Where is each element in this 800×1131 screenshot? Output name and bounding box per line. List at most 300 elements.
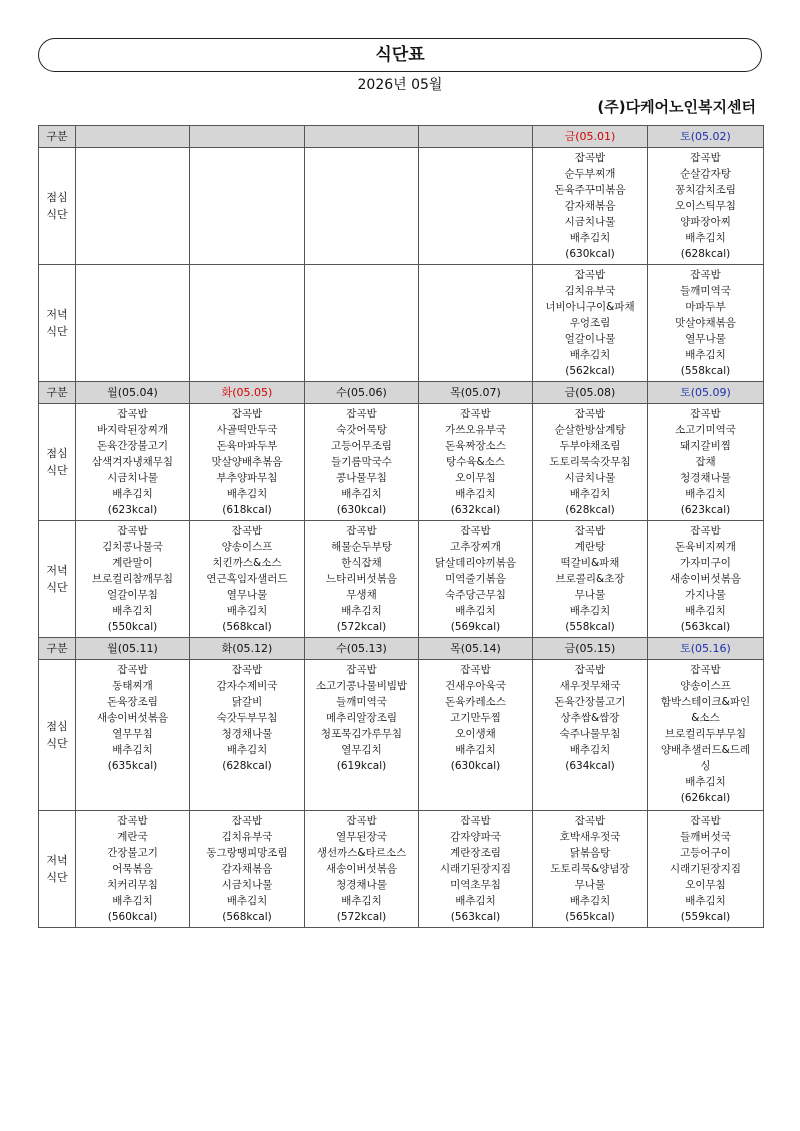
menu-item: 너비아니구이&파채 <box>545 301 635 313</box>
menu-items <box>533 148 647 262</box>
menu-item: 김치유부국 <box>564 285 616 297</box>
menu-item: 브로컬리참깨무침 <box>91 573 174 585</box>
menu-item: 열무나물 <box>685 333 726 345</box>
menu-item: 무나물 <box>574 879 606 891</box>
menu-item: 열무된장국 <box>336 831 387 843</box>
menu-items <box>305 811 418 925</box>
menu-item: 배추김치 <box>569 605 611 617</box>
menu-item: 계란장조림 <box>450 847 501 859</box>
menu-item: 배추김치 <box>569 488 611 500</box>
dinner-row <box>39 521 764 638</box>
menu-item: 브로컬리두부무침 <box>664 728 747 740</box>
menu-item: 건새우아욱국 <box>445 680 506 692</box>
menu-item: 배추김치 <box>569 895 611 907</box>
dinner-menu-cell <box>305 521 419 638</box>
menu-item: (560kcal) <box>107 911 158 923</box>
menu-item: 순두부찌개 <box>564 168 616 180</box>
menu-item: 상추쌈&쌈장 <box>560 712 620 724</box>
menu-item: 배추김치 <box>569 349 611 361</box>
menu-period: 2026년 05월 <box>357 77 443 93</box>
menu-item: (569kcal) <box>450 621 501 633</box>
menu-item: 무생채 <box>346 589 377 601</box>
menu-item: 잡곡밥 <box>231 525 263 537</box>
menu-item: 메추리알장조림 <box>325 712 397 724</box>
day-date-cell: 화(05.05) <box>190 382 305 404</box>
menu-item: (623kcal) <box>680 504 731 516</box>
menu-items <box>533 404 647 518</box>
lunch-label <box>39 660 76 811</box>
menu-item: 청경채나물 <box>221 728 273 740</box>
dinner-menu-cell <box>533 265 648 382</box>
dinner-menu-cell <box>419 265 533 382</box>
lunch-menu-cell <box>190 404 305 521</box>
menu-item: 들깨버섯국 <box>680 831 731 843</box>
menu-item: 시금치나물 <box>564 472 616 484</box>
menu-item: 열무나물 <box>226 589 268 601</box>
menu-item: 배추김치 <box>569 744 611 756</box>
menu-item: 탕수육&소스 <box>446 456 505 468</box>
menu-item: 양송이스프 <box>680 680 731 692</box>
menu-item: 숙주나물무침 <box>559 728 621 740</box>
menu-item: 잡곡밥 <box>117 815 148 827</box>
menu-items <box>305 148 418 150</box>
lunch-menu-cell <box>533 660 648 811</box>
menu-item: 새송이버섯볶음 <box>669 573 741 585</box>
menu-item: 배추김치 <box>685 232 726 244</box>
menu-item: 잡곡밥 <box>231 815 263 827</box>
menu-item: 잡곡밥 <box>460 815 491 827</box>
day-date-cell: 토(05.09) <box>648 382 764 404</box>
menu-item: 잡곡밥 <box>690 152 721 164</box>
menu-item: 김치콩나물국 <box>102 541 163 553</box>
lunch-menu-cell <box>419 404 533 521</box>
menu-items <box>533 811 647 925</box>
organization-name: (주)다케어노인복지센터 <box>597 98 756 116</box>
menu-items <box>533 265 647 379</box>
menu-items <box>533 521 647 635</box>
lunch-menu-cell <box>76 404 190 521</box>
menu-item: 콩나물무침 <box>336 472 387 484</box>
lunch-row <box>39 148 764 265</box>
menu-items <box>419 148 532 150</box>
menu-item: 연근흑임자샐러드 <box>206 573 288 585</box>
menu-items <box>190 660 304 774</box>
menu-item: 시래기된장지짐 <box>439 863 511 875</box>
day-date-cell: 수(05.06) <box>305 382 419 404</box>
menu-item: 오이무침 <box>455 472 496 484</box>
menu-item: 새송이버섯볶음 <box>325 863 397 875</box>
menu-item: (628kcal) <box>565 504 615 516</box>
menu-item: 잡곡밥 <box>690 269 721 281</box>
dinner-menu-cell <box>76 811 190 928</box>
menu-item: 잡곡밥 <box>117 408 148 420</box>
day-date-cell: 금(05.15) <box>533 638 648 660</box>
menu-item: (565kcal) <box>565 911 615 923</box>
meal-plan-table <box>38 125 764 928</box>
lunch-label <box>39 148 76 265</box>
menu-item: 바지락된장찌개 <box>96 424 168 436</box>
menu-item: 맛살야채볶음 <box>675 317 736 329</box>
menu-items <box>419 660 532 774</box>
menu-item: (572kcal) <box>336 911 387 923</box>
day-date-cell <box>305 126 419 148</box>
menu-items <box>648 148 763 262</box>
menu-item: 숙주당근무침 <box>445 589 506 601</box>
gubun-label: 구분 <box>39 126 76 148</box>
lunch-label <box>39 404 76 521</box>
menu-item: (618kcal) <box>222 504 272 516</box>
menu-item: 치커리무침 <box>107 879 158 891</box>
menu-item: 닭갈비 <box>231 696 263 708</box>
day-date-cell <box>76 126 190 148</box>
menu-item: 잡곡밥 <box>117 664 148 676</box>
menu-item: 돈육간장불고기 <box>96 440 168 452</box>
menu-item: 돈육장조림 <box>107 696 158 708</box>
menu-item: 배추김치 <box>341 488 382 500</box>
lunch-row <box>39 404 764 521</box>
dinner-menu-cell <box>648 521 764 638</box>
menu-item: 잡곡밥 <box>346 815 377 827</box>
menu-item: 얼갈이나물 <box>564 333 616 345</box>
menu-item: (558kcal) <box>565 621 615 633</box>
menu-items <box>76 660 189 774</box>
menu-item: 양파장아찌 <box>680 216 731 228</box>
day-date-cell: 수(05.13) <box>305 638 419 660</box>
menu-items <box>190 265 304 267</box>
menu-item: (550kcal) <box>107 621 158 633</box>
menu-item: 도토리묵&양념장 <box>550 863 630 875</box>
menu-items <box>190 521 304 635</box>
menu-item: 돈육비지찌개 <box>675 541 736 553</box>
menu-item: 배추김치 <box>455 744 496 756</box>
menu-item: 돈육간장불고기 <box>554 696 626 708</box>
row-label-line: 점심 <box>46 191 68 204</box>
menu-item: 잡곡밥 <box>231 664 263 676</box>
menu-item: 오이무침 <box>685 879 726 891</box>
menu-item: (568kcal) <box>222 911 272 923</box>
menu-item: 닭살데리야끼볶음 <box>434 557 517 569</box>
menu-item: (559kcal) <box>680 911 731 923</box>
lunch-menu-cell <box>419 660 533 811</box>
day-date-cell: 토(05.16) <box>648 638 764 660</box>
menu-item: 꽁치감치조림 <box>675 184 736 196</box>
menu-item: 소고기미역국 <box>675 424 736 436</box>
menu-items <box>305 404 418 518</box>
dinner-menu-cell <box>533 521 648 638</box>
menu-item: 배추김치 <box>685 895 726 907</box>
menu-item: 돈육카레소스 <box>445 696 506 708</box>
lunch-menu-cell <box>76 660 190 811</box>
row-label-line: 점심 <box>46 447 68 460</box>
menu-item: 미역초무침 <box>450 879 501 891</box>
week-header-row <box>39 382 764 404</box>
day-date-cell: 금(05.08) <box>533 382 648 404</box>
dinner-menu-cell <box>76 521 190 638</box>
menu-item: 어묵볶음 <box>112 863 153 875</box>
lunch-menu-cell <box>533 404 648 521</box>
menu-item: 양배추샐러드&드레 <box>660 744 751 756</box>
menu-item: 숙갓두부무침 <box>216 712 278 724</box>
dinner-menu-cell <box>190 265 305 382</box>
menu-items <box>305 521 418 635</box>
menu-item: 배추김치 <box>112 895 153 907</box>
menu-item: 도토리묵숙갓무침 <box>549 456 631 468</box>
menu-item: (572kcal) <box>336 621 387 633</box>
lunch-row <box>39 660 764 811</box>
menu-item: 무나물 <box>574 589 606 601</box>
menu-item: (568kcal) <box>222 621 272 633</box>
lunch-menu-cell <box>648 404 764 521</box>
menu-item: 잡곡밥 <box>231 408 263 420</box>
menu-item: 감자수제비국 <box>216 680 278 692</box>
menu-item: 배추김치 <box>341 605 382 617</box>
dinner-menu-cell <box>419 521 533 638</box>
menu-item: 배추김치 <box>569 232 611 244</box>
menu-items <box>190 404 304 518</box>
menu-item: 배추김치 <box>455 488 496 500</box>
menu-item: 시금치나물 <box>221 879 273 891</box>
row-label-line: 저녁 <box>46 308 68 321</box>
menu-item: 돈육마파두부 <box>216 440 278 452</box>
menu-item: 배추김치 <box>685 349 726 361</box>
week-header-row <box>39 638 764 660</box>
menu-item: 한식잡채 <box>341 557 382 569</box>
dinner-menu-cell <box>190 521 305 638</box>
menu-item: (626kcal) <box>680 792 731 804</box>
menu-item: 김치유부국 <box>221 831 273 843</box>
menu-item: 잡곡밥 <box>574 664 606 676</box>
menu-item: 닭볶음탕 <box>569 847 611 859</box>
menu-item: 얼갈이무침 <box>107 589 158 601</box>
row-label-line: 식단 <box>46 464 68 477</box>
menu-item: 배추김치 <box>226 488 268 500</box>
menu-items <box>305 265 418 267</box>
menu-item: 배추김치 <box>341 895 382 907</box>
dinner-menu-cell <box>190 811 305 928</box>
menu-item: 양송이스프 <box>221 541 273 553</box>
menu-item: 삼색겨자냉채무침 <box>91 456 174 468</box>
menu-item: 잡곡밥 <box>346 525 377 537</box>
menu-item: (634kcal) <box>565 760 615 772</box>
menu-item: 들깨미역국 <box>336 696 387 708</box>
menu-item: (623kcal) <box>107 504 158 516</box>
menu-item: 호박새우젓국 <box>559 831 621 843</box>
menu-item: 잡곡밥 <box>460 525 491 537</box>
menu-item: (563kcal) <box>680 621 731 633</box>
menu-item: 들기름막국수 <box>331 456 392 468</box>
menu-item: 잡곡밥 <box>346 664 377 676</box>
day-date-cell: 토(05.02) <box>648 126 764 148</box>
menu-item: (619kcal) <box>336 760 387 772</box>
dinner-row <box>39 811 764 928</box>
menu-item: 느타리버섯볶음 <box>325 573 397 585</box>
menu-items <box>76 148 189 150</box>
menu-item: 오이생채 <box>455 728 496 740</box>
menu-items <box>648 660 763 806</box>
menu-item: (563kcal) <box>450 911 501 923</box>
dinner-menu-cell <box>648 265 764 382</box>
menu-item: 시금치나물 <box>564 216 616 228</box>
lunch-menu-cell <box>305 404 419 521</box>
menu-items <box>648 265 763 379</box>
menu-item: (630kcal) <box>450 760 501 772</box>
menu-item: 감자양파국 <box>450 831 501 843</box>
menu-item: 잡곡밥 <box>574 815 606 827</box>
lunch-menu-cell <box>76 148 190 265</box>
menu-item: 동태찌개 <box>112 680 153 692</box>
menu-item: 잡곡밥 <box>117 525 148 537</box>
menu-item: 잡채 <box>695 456 716 468</box>
dinner-menu-cell <box>76 265 190 382</box>
menu-items <box>76 521 189 635</box>
menu-items <box>648 811 763 925</box>
dinner-menu-cell <box>305 265 419 382</box>
menu-items <box>76 404 189 518</box>
row-label-line: 식단 <box>46 208 68 221</box>
menu-item: 배추김치 <box>112 488 153 500</box>
row-label-line: 식단 <box>46 325 68 338</box>
menu-item: 배추김치 <box>226 605 268 617</box>
lunch-menu-cell <box>533 148 648 265</box>
menu-item: 감자채볶음 <box>564 200 616 212</box>
lunch-menu-cell <box>305 660 419 811</box>
day-date-cell <box>419 126 533 148</box>
menu-item: 배추김치 <box>455 895 496 907</box>
menu-item: 동그랑땡피망조림 <box>206 847 288 859</box>
lunch-menu-cell <box>305 148 419 265</box>
menu-item: 오이스틱무침 <box>675 200 736 212</box>
lunch-menu-cell <box>190 148 305 265</box>
menu-item: 소고기콩나물비빔밥 <box>315 680 408 692</box>
menu-item: 청경채나물 <box>680 472 731 484</box>
menu-item: (630kcal) <box>565 248 615 260</box>
gubun-label: 구분 <box>39 638 76 660</box>
menu-item: (562kcal) <box>565 365 615 377</box>
menu-item: 가자미구이 <box>680 557 731 569</box>
dinner-row <box>39 265 764 382</box>
menu-item: (558kcal) <box>680 365 731 377</box>
menu-item: 순살한방삼계탕 <box>554 424 626 436</box>
menu-item: 생선까스&타르소스 <box>316 847 407 859</box>
menu-item: 잡곡밥 <box>690 408 721 420</box>
day-date-cell: 화(05.12) <box>190 638 305 660</box>
menu-item: 우엉조림 <box>569 317 611 329</box>
menu-item: 고등어구이 <box>680 847 731 859</box>
day-date-cell <box>190 126 305 148</box>
menu-items <box>419 265 532 267</box>
menu-item: 떡갈비&파채 <box>560 557 620 569</box>
menu-item: (635kcal) <box>107 760 158 772</box>
menu-items <box>76 265 189 267</box>
menu-item: (632kcal) <box>450 504 501 516</box>
lunch-menu-cell <box>648 660 764 811</box>
menu-item: 해물순두부탕 <box>331 541 392 553</box>
menu-item: 돈육짜장소스 <box>445 440 506 452</box>
menu-item: 새송이버섯볶음 <box>96 712 168 724</box>
dinner-menu-cell <box>419 811 533 928</box>
menu-items <box>419 811 532 925</box>
menu-items <box>190 811 304 925</box>
menu-items <box>648 521 763 635</box>
menu-item: 배추김치 <box>112 605 153 617</box>
menu-item: 잡곡밥 <box>460 664 491 676</box>
menu-item: 잡곡밥 <box>574 152 606 164</box>
dinner-label <box>39 811 76 928</box>
dinner-label <box>39 265 76 382</box>
row-label-line: 저녁 <box>46 564 68 577</box>
day-date-cell: 월(05.11) <box>76 638 190 660</box>
menu-item: 고기만두찜 <box>450 712 501 724</box>
menu-item: 간장불고기 <box>107 847 158 859</box>
menu-item: 청경채나물 <box>336 879 387 891</box>
menu-item: 열무무침 <box>112 728 153 740</box>
menu-item: 고등어무조림 <box>331 440 392 452</box>
dinner-menu-cell <box>305 811 419 928</box>
menu-item: 숙갓어묵탕 <box>336 424 387 436</box>
page-title: 식단표 <box>38 38 762 72</box>
menu-items <box>648 404 763 518</box>
menu-item: 계란국 <box>117 831 148 843</box>
menu-item: 사골떡만두국 <box>216 424 278 436</box>
menu-item: 계란탕 <box>574 541 606 553</box>
menu-item: 배추김치 <box>455 605 496 617</box>
dinner-menu-cell <box>648 811 764 928</box>
menu-item: 싱 <box>700 760 711 772</box>
menu-item: 가지나물 <box>685 589 726 601</box>
row-label-line: 저녁 <box>46 854 68 867</box>
menu-item: 새우젓무채국 <box>559 680 621 692</box>
menu-item: 돈육주꾸미볶음 <box>554 184 626 196</box>
menu-item: 배추김치 <box>226 895 268 907</box>
menu-item: 잡곡밥 <box>460 408 491 420</box>
menu-item: (628kcal) <box>680 248 731 260</box>
menu-item: 들깨미역국 <box>680 285 731 297</box>
menu-item: 감자채볶음 <box>221 863 273 875</box>
dinner-label <box>39 521 76 638</box>
row-label-line: 식단 <box>46 737 68 750</box>
day-date-cell: 월(05.04) <box>76 382 190 404</box>
menu-item: (630kcal) <box>336 504 387 516</box>
menu-item: 미역줄기볶음 <box>445 573 506 585</box>
menu-item: 돼지갈비찜 <box>680 440 731 452</box>
gubun-label: 구분 <box>39 382 76 404</box>
week-header-row <box>39 126 764 148</box>
lunch-menu-cell <box>190 660 305 811</box>
dinner-menu-cell <box>533 811 648 928</box>
menu-item: 배추김치 <box>685 488 726 500</box>
menu-item: 부추양파무침 <box>216 472 278 484</box>
menu-item: 잡곡밥 <box>690 664 721 676</box>
menu-item: 잡곡밥 <box>690 815 721 827</box>
menu-item: 잡곡밥 <box>574 269 606 281</box>
day-date-cell: 목(05.14) <box>419 638 533 660</box>
menu-item: 계란말이 <box>112 557 153 569</box>
menu-item: 배추김치 <box>226 744 268 756</box>
menu-items <box>419 521 532 635</box>
menu-item: 배추김치 <box>685 605 726 617</box>
menu-items <box>190 148 304 150</box>
menu-item: 잡곡밥 <box>690 525 721 537</box>
menu-item: 두부야채조림 <box>559 440 621 452</box>
menu-item: 잡곡밥 <box>574 408 606 420</box>
menu-item: 청포묵김가루무침 <box>320 728 403 740</box>
row-label-line: 식단 <box>46 871 68 884</box>
menu-item: 시래기된장지짐 <box>669 863 741 875</box>
menu-item: 순살감자탕 <box>680 168 731 180</box>
menu-item: 가쓰오유부국 <box>445 424 506 436</box>
menu-item: 브로콜리&초장 <box>555 573 625 585</box>
menu-item: 고추장찌개 <box>450 541 501 553</box>
